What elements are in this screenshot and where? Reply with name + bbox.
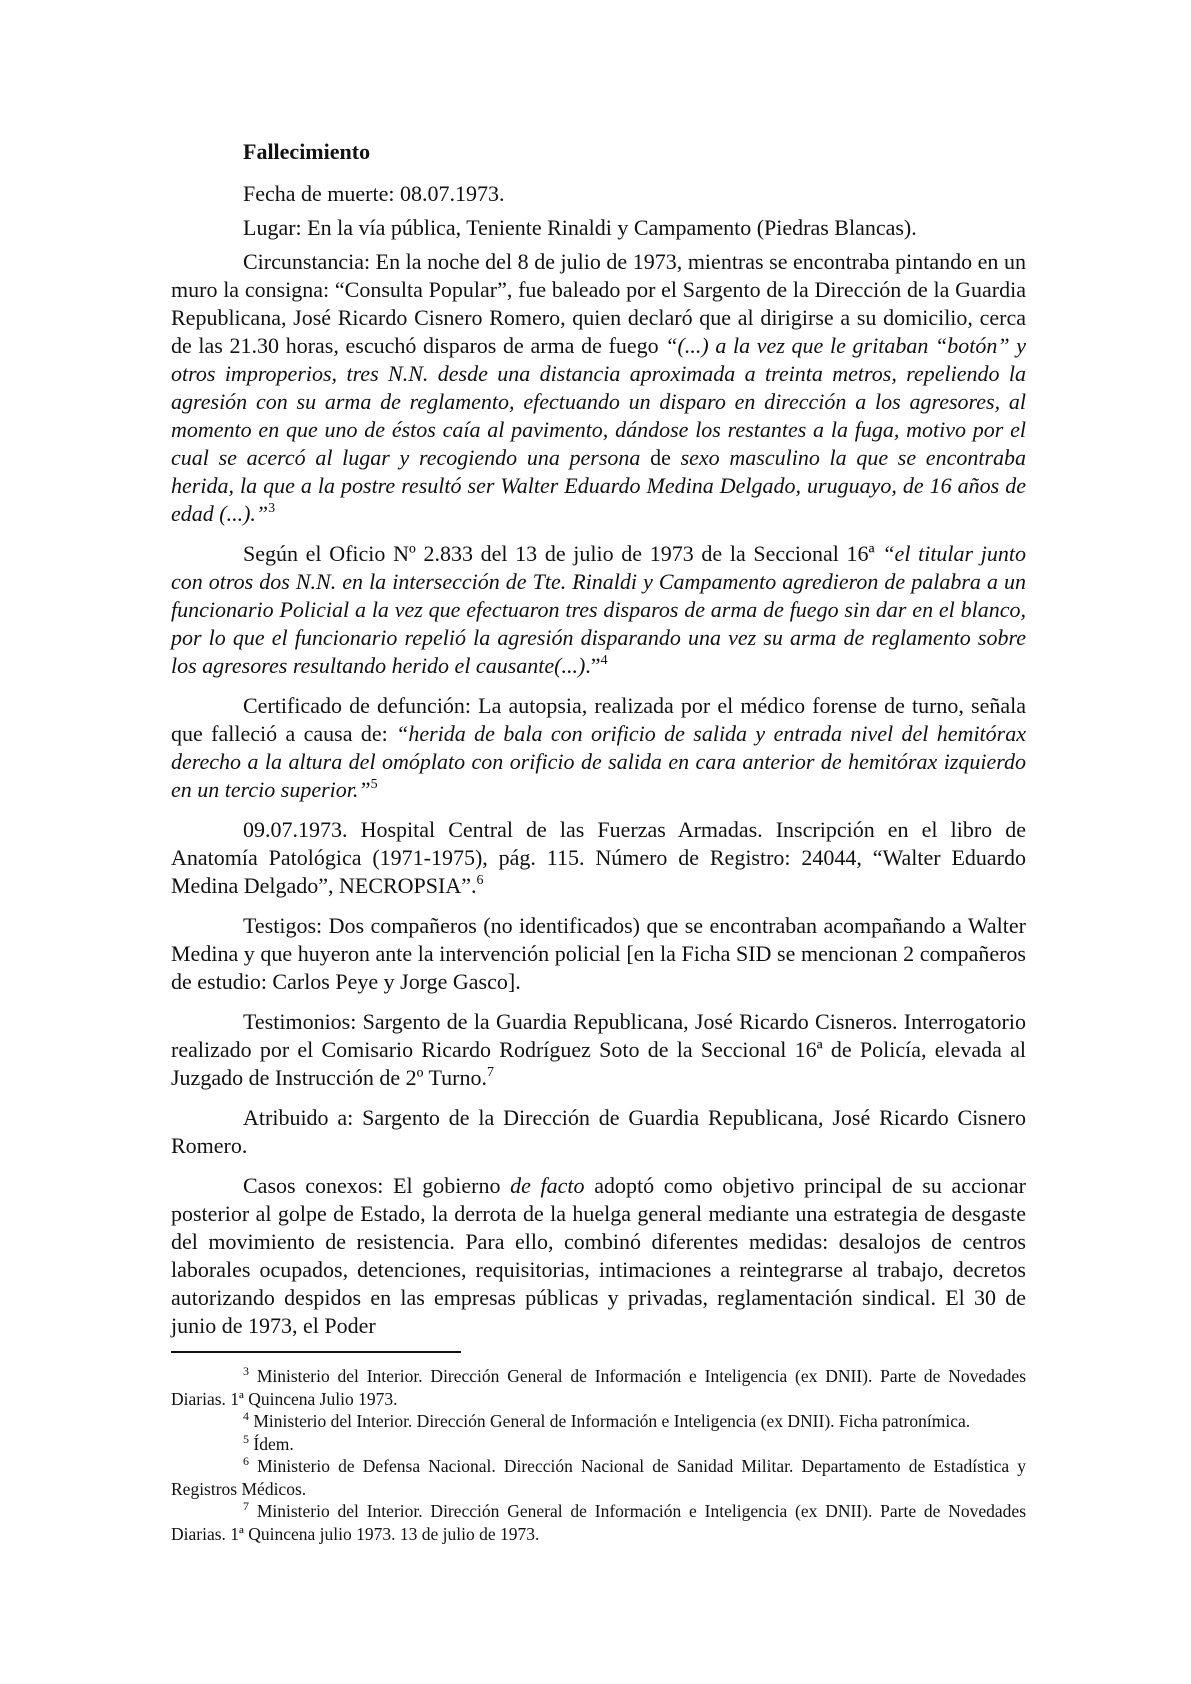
footnote-text: Ministerio de Defensa Nacional. Dirección Nacional de Sanidad Militar. Departamento de Estadística y Registros Médicos. bbox=[171, 1456, 1026, 1499]
paragraph-fecha: Fecha de muerte: 08.07.1973. bbox=[243, 181, 505, 206]
footnote-3 bbox=[171, 1365, 1026, 1410]
document-body bbox=[171, 138, 1026, 1352]
quote-run: “el titular junto con otros dos N.N. en la intersección de Tte. Rinaldi y Campamento agredieron de palabra a un funcionario Policial a la vez que efectuaron tres disparos de arma de fuego sin dar en el blanco, por lo que el funcionario repelió la agresión disparando una vez su arma de reglamento sobre los agresores resultando herido el causante(...) bbox=[171, 541, 1026, 678]
text-run: Según el Oficio Nº 2.833 del 13 de julio de 1973 de la Seccional 16ª bbox=[243, 541, 883, 566]
paragraph-testigos: Testigos: Dos compañeros (no identificados) que se encontraban acompañando a Walter Medina y que huyeron ante la intervención policial [en la Ficha SID se mencionan 2 compañeros de estudio: Carlos Peye y Jorge Gasco]. bbox=[171, 913, 1026, 994]
footnote-number: 5 bbox=[243, 1431, 249, 1446]
footnote-separator bbox=[171, 1351, 461, 1353]
footnote-text: Ministerio del Interior. Dirección General de Información e Inteligencia (ex DNII). Parte de Novedades Diarias. 1ª Quincena julio 1973. 13 de julio de 1973. bbox=[171, 1501, 1026, 1544]
footnote-ref: 3 bbox=[268, 501, 276, 516]
text-run: Casos conexos: El gobierno bbox=[243, 1173, 511, 1198]
footnote-ref: 5 bbox=[370, 777, 378, 792]
quote-run: “herida de bala con orificio de salida y entrada nivel del hemitórax derecho a la altura del omóplato con orificio de salida en cara anterior de hemitórax izquierdo en un tercio superior.” bbox=[171, 721, 1026, 802]
paragraph-certificado bbox=[171, 692, 1026, 804]
text-run: 09.07.1973. Hospital Central de las Fuerzas Armadas. Inscripción en el libro de Anatomía Patológica (1971-1975), pág. 115. Número de Registro: 24044, “Walter Eduardo Medina Delgado”, NECROPSIA”. bbox=[171, 817, 1026, 898]
footnote-number: 6 bbox=[243, 1454, 249, 1468]
footnote-text: Ministerio del Interior. Dirección General de Información e Inteligencia (ex DNII). Ficha patronímica. bbox=[249, 1411, 971, 1431]
text-run: de bbox=[640, 445, 681, 470]
text-run: .” bbox=[585, 653, 601, 678]
footnote-7 bbox=[171, 1500, 1026, 1545]
paragraph-testimonios bbox=[171, 1008, 1026, 1092]
italic-run: de facto bbox=[510, 1173, 585, 1198]
paragraph-hospital bbox=[171, 816, 1026, 900]
text-run: Certificado de defunción: La autopsia, realizada por el médico forense de turno, señala que falleció a causa de: bbox=[171, 693, 1026, 746]
footnote-number: 7 bbox=[243, 1499, 249, 1513]
footnote-number: 4 bbox=[243, 1409, 249, 1423]
footnote-ref: 6 bbox=[476, 873, 484, 888]
text-run: adoptó como objetivo principal de su accionar posterior al golpe de Estado, la derrota de la huelga general mediante una estrategia de desgaste del movimiento de resistencia. Para ello, combinó diferentes medidas: desalojos de centros laborales ocupados, detenciones, requisitorias, intimaciones a reintegrarse al trabajo, decretos autorizando despidos en las empresas públicas y privadas, reglamentación sindical. El 30 de junio de 1973, el Poder bbox=[171, 1173, 1026, 1338]
footnote-4 bbox=[171, 1410, 1026, 1433]
footnote-ref: 4 bbox=[600, 653, 608, 668]
footnote-6 bbox=[171, 1455, 1026, 1500]
quote-run: “(...) a la vez que le gritaban “botón” y otros improperios, tres N.N. desde una distancia aproximada a treinta metros, repeliendo la agresión con su arma de reglamento, efectuando un disparo en dirección a los agresores, al momento en que uno de éstos caía al pavimento, dándose los restantes a la fuga, motivo por el cual se acercó al lugar y recogiendo una persona bbox=[171, 333, 1026, 470]
text-run: Testimonios: Sargento de la Guardia Republicana, José Ricardo Cisneros. Interrogatorio realizado por el Comisario Ricardo Rodríguez Soto de la Seccional 16ª de Policía, elevada al Juzgado de Instrucción de 2º Turno. bbox=[171, 1009, 1026, 1090]
footnote-5 bbox=[171, 1433, 1026, 1456]
paragraph-circunstancia bbox=[171, 248, 1026, 528]
footnotes bbox=[171, 1365, 1026, 1545]
footnote-ref: 7 bbox=[487, 1065, 495, 1080]
footnote-number: 3 bbox=[243, 1364, 249, 1378]
paragraph-atribuido: Atribuido a: Sargento de la Dirección de Guardia Republicana, José Ricardo Cisnero Romero. bbox=[171, 1105, 1026, 1158]
footnote-text: Ídem. bbox=[249, 1433, 294, 1454]
paragraph-lugar: Lugar: En la vía pública, Teniente Rinaldi y Campamento (Piedras Blancas). bbox=[243, 215, 917, 240]
quote-run: sexo masculino la que se encontraba herida, la que a la postre resultó ser Walter Eduardo Medina Delgado, uruguayo, de 16 años de edad (...).” bbox=[171, 445, 1027, 526]
paragraph-oficio bbox=[171, 540, 1026, 680]
paragraph-casos-conexos bbox=[171, 1172, 1026, 1340]
section-heading: Fallecimiento bbox=[243, 139, 371, 164]
footnote-text: Ministerio del Interior. Dirección General de Información e Inteligencia (ex DNII). Parte de Novedades Diarias. 1ª Quincena Julio 1973. bbox=[171, 1366, 1026, 1409]
text-run: Circunstancia: En la noche del 8 de julio de 1973, mientras se encontraba pintando en un muro la consigna: “Consulta Popular”, fue baleado por el Sargento de la Dirección de la Guardia Republicana, José Ricardo Cisnero Romero, quien declaró que al dirigirse a su domicilio, cerca de las 21.30 horas, escuchó disparos de arma de fuego bbox=[171, 249, 1026, 358]
